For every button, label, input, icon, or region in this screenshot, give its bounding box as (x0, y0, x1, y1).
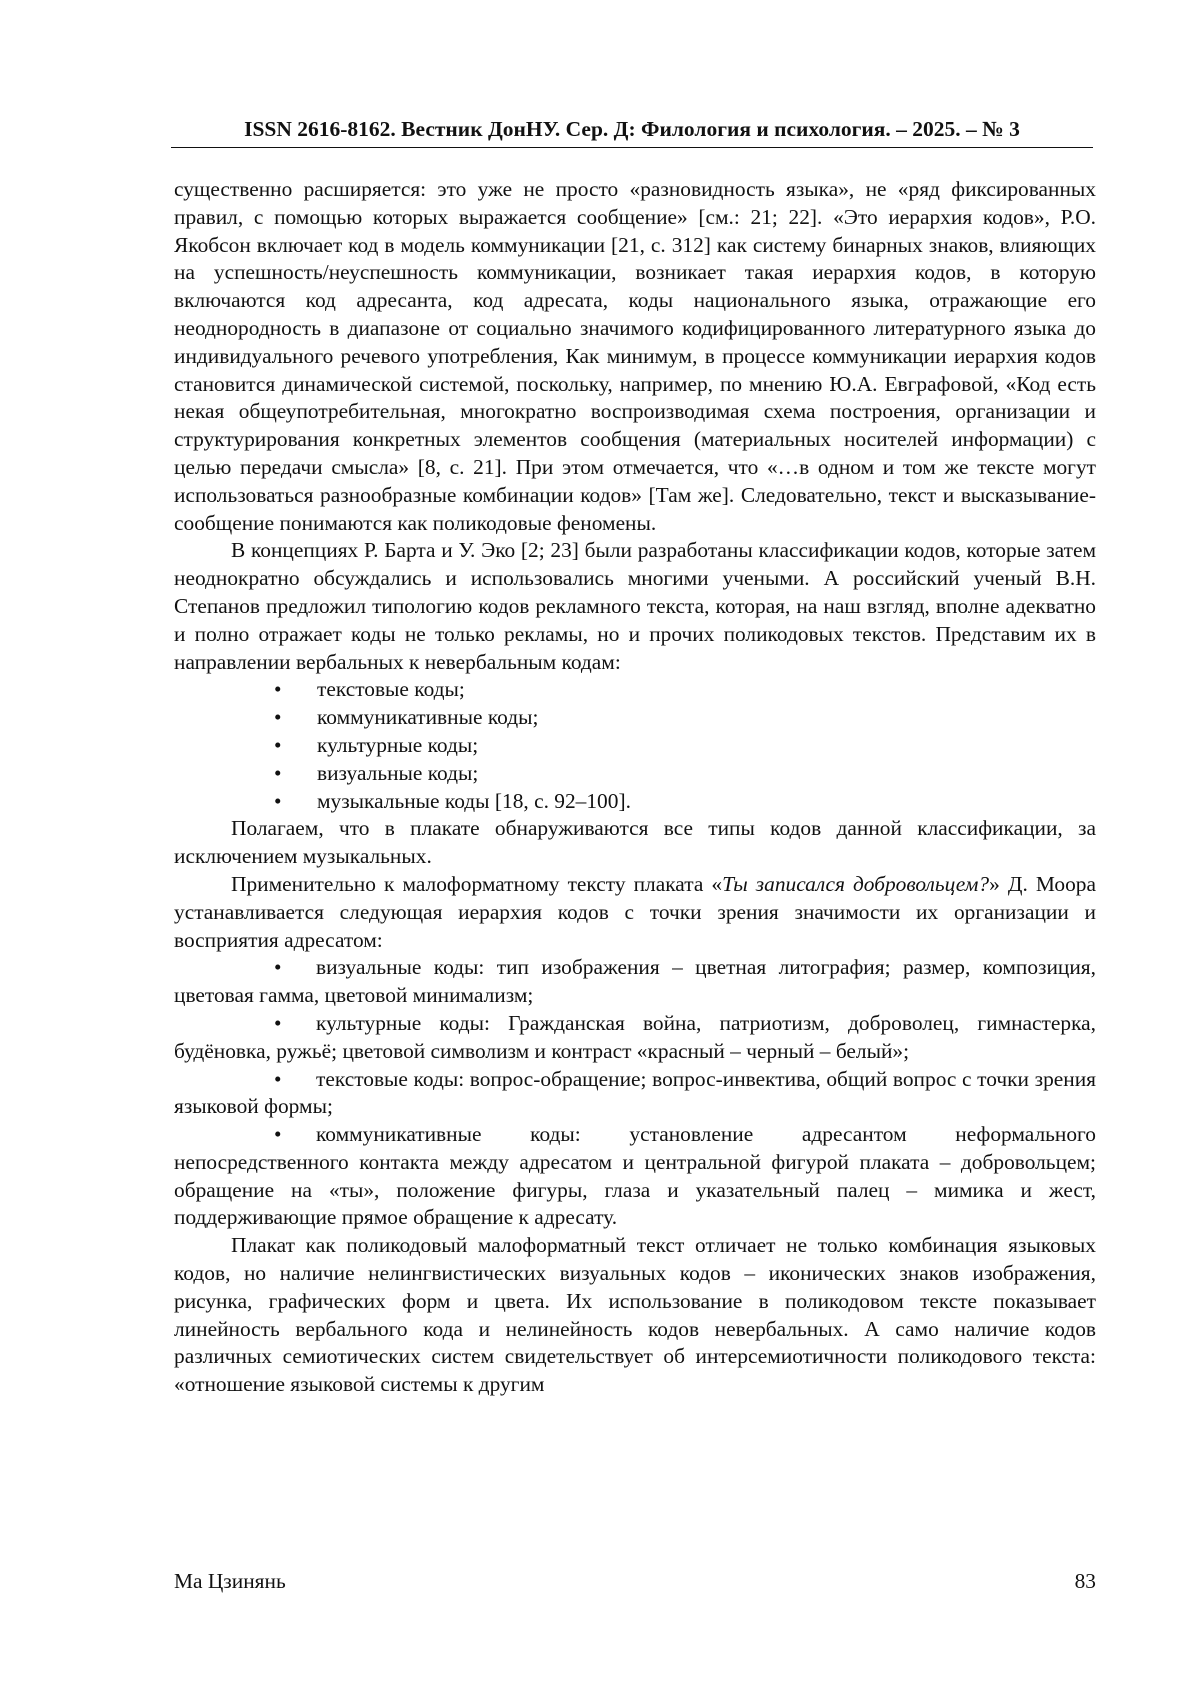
bullet-icon: • (274, 1122, 282, 1147)
paragraph-code-hierarchy: существенно расширяется: это уже не просто «разновидность языка», не «ряд фиксированных правил, с помощью которых выражается сообщение» [см.: 21; 22]. «Это иерархия кодов», Р.О. Якобсон включает код в модель коммуникации [21, с. 312] как систему бинарных знаков, влияющих на успешность/неуспешность коммуникации, возникает такая иерархия кодов, в которую включаются код адресанта, код адресата, коды национального языка, отражающие его неоднородность в диапазоне от социально значимого кодифицированного литературного языка до индивидуального речевого употребления, Как минимум, в процессе коммуникации иерархия кодов становится динамической системой, поскольку, например, по мнению Ю.А. Евграфовой, «Код есть некая общеупотребительная, многократно воспроизводимая схема построения, организации и структурирования конкретных элементов сообщения (материальных носителей информации) с целью передачи смысла» [8, с. 21]. При этом отмечается, что «…в одном и том же тексте могут использоваться разнообразные комбинации кодов» [Там же]. Следовательно, текст и высказывание-сообщение понимаются как поликодовые феномены. (174, 177, 1096, 535)
bullet-icon: • (274, 677, 282, 702)
running-header: ISSN 2616-8162. Вестник ДонНУ. Сер. Д: Филология и психология. – 2025. – № 3 (171, 114, 1093, 148)
list-item: • культурные коды; (174, 732, 1096, 760)
page-number: 83 (1074, 1569, 1096, 1593)
list-item: • визуальные коды; (174, 760, 1096, 788)
code-type-list (174, 676, 1096, 815)
list-item: • текстовые коды: вопрос-обращение; вопрос-инвектива, общий вопрос с точки зрения языковой формы; (174, 1066, 1096, 1119)
bullet-icon: • (274, 760, 282, 785)
paragraph-poster-intro: Применительно к малоформатному тексту плаката «Ты записался добровольцем?» Д. Моора устанавливается следующая иерархия кодов с точки зрения значимости их организации и восприятия адресатом: (174, 871, 1096, 952)
article-body (174, 176, 1096, 1399)
paragraph-code-classifications: В концепциях Р. Барта и У. Эко [2; 23] были разработаны классификации кодов, которые затем неоднократно обсуждались и использовались многими учеными. А российский ученый В.Н. Степанов предложил типологию кодов рекламного текста, которая, на наш взгляд, вполне адекватно и полно отражает коды не только рекламы, но и прочих поликодовых текстов. Представим их в направлении вербальных к невербальным кодам: (174, 538, 1096, 674)
paragraph-poster-codes: Полагаем, что в плакате обнаруживаются все типы кодов данной классификации, за исключением музыкальных. (174, 816, 1096, 869)
poster-code-hierarchy (174, 954, 1096, 1232)
bullet-icon: • (274, 705, 282, 730)
bullet-icon: • (274, 788, 282, 813)
bullet-icon: • (274, 732, 282, 757)
bullet-icon: • (274, 1066, 282, 1091)
bullet-icon: • (274, 955, 282, 980)
poster-title: Ты записался добровольцем? (722, 871, 990, 896)
list-item: • коммуникативные коды: установление адресантом неформального непосредственного контакта между адресатом и центральной фигурой плаката – добровольцем; обращение на «ты», положение фигуры, глаза и указательный палец – мимика и жест, поддерживающие прямое обращение к адресату. (174, 1122, 1096, 1230)
list-item: • музыкальные коды [18, с. 92–100]. (174, 788, 1096, 816)
list-item: • текстовые коды; (174, 676, 1096, 704)
list-item: • культурные коды: Гражданская война, патриотизм, доброволец, гимнастерка, будёновка, ружьё; цветовой символизм и контраст «красный – черный – белый»; (174, 1010, 1096, 1063)
bullet-icon: • (274, 1010, 282, 1035)
footer-author: Ма Цзинянь (174, 1569, 286, 1593)
list-item: • визуальные коды: тип изображения – цветная литография; размер, композиция, цветовая гамма, цветовой минимализм; (174, 955, 1096, 1008)
list-item: • коммуникативные коды; (174, 704, 1096, 732)
paragraph-intersemiotic: Плакат как поликодовый малоформатный текст отличает не только комбинация языковых кодов, но наличие нелингвистических визуальных кодов – иконических знаков изображения, рисунка, графических форм и цвета. Их использование в поликодовом тексте показывает линейность вербального кода и нелинейность кодов невербальных. А само наличие кодов различных семиотических систем свидетельствует об интерсемиотичности поликодового текста: «отношение языковой системы к другим (174, 1233, 1096, 1397)
